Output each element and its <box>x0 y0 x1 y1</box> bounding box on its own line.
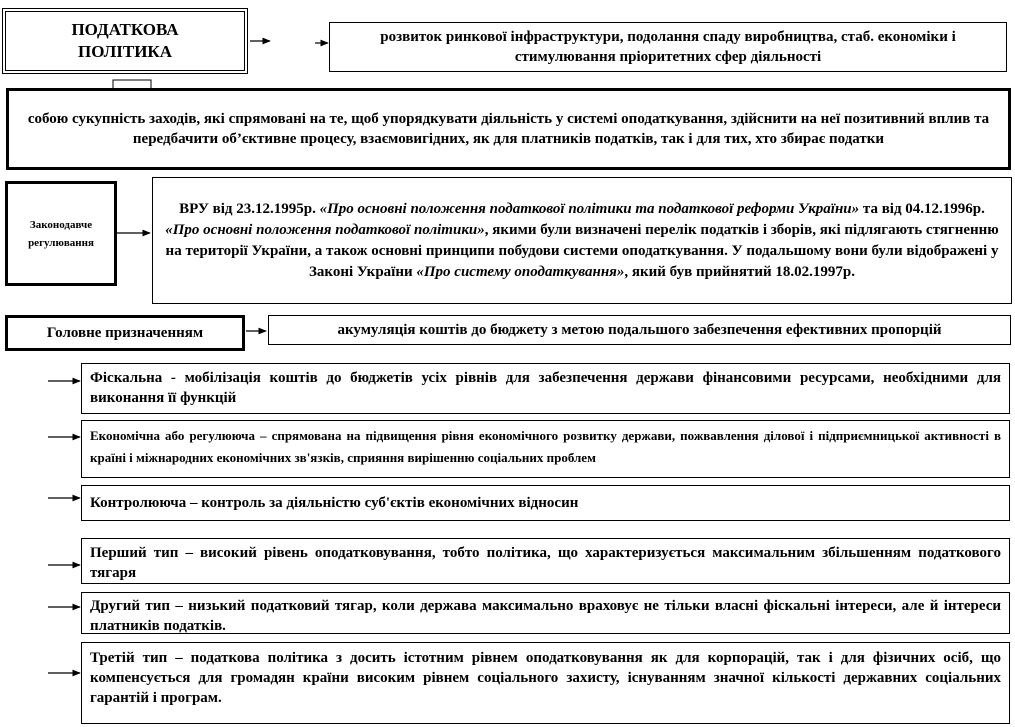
definition-text: собою сукупність заходів, які спрямовані на те, щоб упорядкувати діяльність у системі оподаткування, здійснити на неї позитивний вплив та передбачити об’єктивне процесу, взаємовигідних, як для платників податків, так і для тих, хто збирає податки <box>27 111 990 147</box>
type-name: Третій тип <box>90 650 168 666</box>
function-name: Економічна або регулююча <box>90 428 255 443</box>
type-desc: – низький податковий тягар, коли держава максимально враховує не тільки власні фіскальні інтереси, але й інтереси платників податків. <box>90 598 1002 634</box>
function-name: Фіскальна <box>90 370 163 386</box>
goal-box <box>329 22 1007 72</box>
goal-text: розвиток ринкової інфраструктури, подолання спаду виробництва, стаб. економіки і стимулювання пріоритетних сфер діяльності <box>380 29 956 65</box>
purpose-text: акумуляція коштів до бюджету з метою подальшого забезпечення ефективних пропорцій <box>337 322 942 338</box>
legislative-label-box <box>5 181 117 286</box>
function-desc: - мобілізація коштів до бюджетів усіх рівнів для забезпечення держави фінансовими ресурсами, необхідними для виконання її функцій <box>90 370 1001 406</box>
purpose-text-box <box>268 315 1011 345</box>
type-desc: – високий рівень оподатковування, тобто політика, що характеризується максимальним збільшенням податкового тягаря <box>90 545 1001 581</box>
function-name: Контролююча <box>90 495 187 511</box>
type-third-box <box>81 642 1010 724</box>
function-desc: – спрямована на підвищення рівня економічного розвитку держави, пожвавлення ділової і підприємницької активності в країні і міжнародних економічних зв'язків, сприяння вирішенню соціальних проблем <box>90 428 1001 465</box>
function-economic-box <box>81 420 1010 478</box>
title-box <box>2 8 248 74</box>
purpose-label: Головне призначенням <box>46 325 204 341</box>
function-control-box <box>81 485 1010 521</box>
type-desc: – податкова політика з досить істотним рівнем оподатковування як для корпорацій, так і для фізичних осіб, що компенсується для громадян країни високим рівнем соціального захисту, існуванням значної кількості державних соціальних гарантій і програм. <box>90 650 1002 706</box>
function-fiscal-box <box>81 363 1010 414</box>
definition-box <box>6 88 1011 170</box>
title-text: ПОДАТКОВА ПОЛІТИКА <box>71 20 179 61</box>
legislative-text-box <box>152 177 1012 304</box>
legislative-text: ВРУ від 23.12.1995р. «Про основні положення податкової політики та податкової реформи України» та від 04.12.1996р. «Про основні положення податкової політики», якими були визначені перелік податків і зборів, які підлягають стягненню на території України, а також основні принципи побудови системи оподаткування. У подальшому вони були відображені у Законі України «Про систему оподаткування», який був прийнятий 18.02.1997р. <box>165 200 999 280</box>
function-desc: – контроль за діяльністю суб'єктів економічних відносин <box>186 495 579 511</box>
type-name: Перший тип <box>90 545 179 561</box>
type-second-box <box>81 592 1010 634</box>
type-name: Другий тип <box>90 598 171 614</box>
legislative-label: Законодавче регулювання <box>28 218 94 249</box>
purpose-label-box <box>5 315 245 351</box>
type-first-box <box>81 538 1010 584</box>
